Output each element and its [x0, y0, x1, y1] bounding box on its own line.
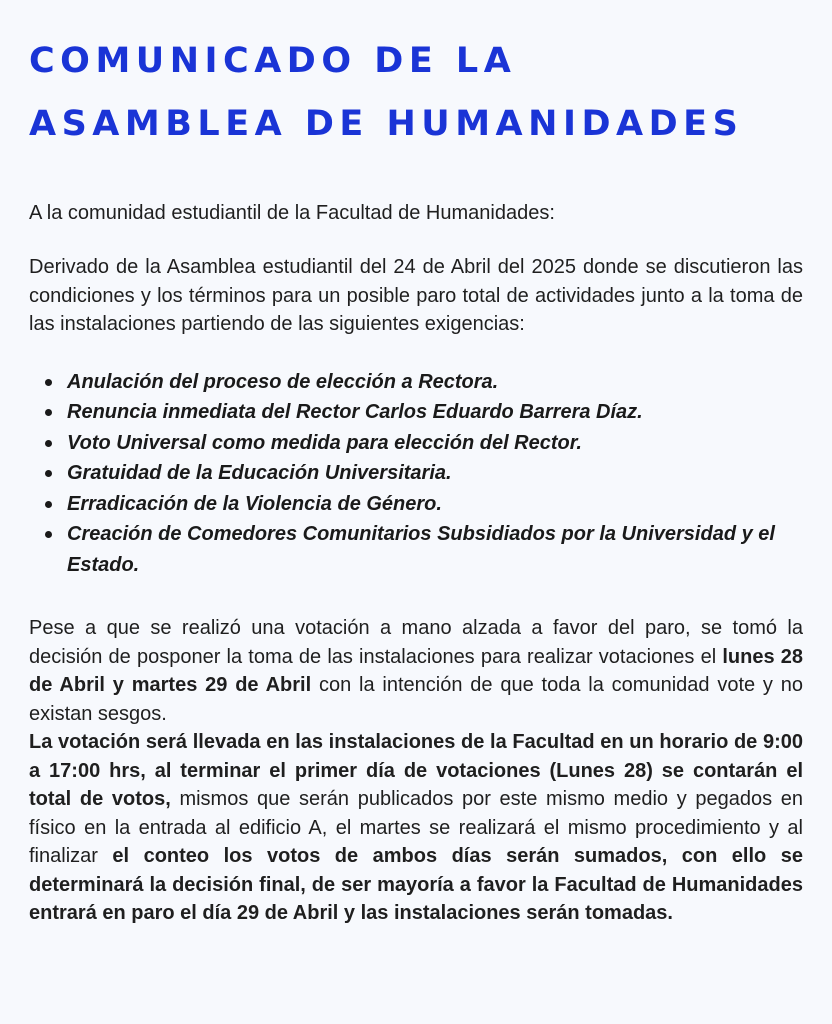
title-line-1: COMUNICADO DE LA — [29, 41, 517, 81]
voting-dates: lunes 28 de Abril y martes 29 de Abril — [29, 645, 803, 696]
procedure-text: mismos que serán publicados por este mismo medio y pegados en físico en la entrada al edificio A, el martes se realizará el mismo procedimiento y al finalizar — [29, 788, 803, 867]
demand-text: Erradicación de la Violencia de Género. — [67, 492, 442, 515]
bullet-icon — [45, 470, 52, 477]
list-item — [45, 428, 803, 459]
page-title — [29, 30, 803, 156]
title-line-2: ASAMBLEA DE HUMANIDADES — [29, 104, 744, 144]
list-item — [45, 367, 803, 398]
demand-text: Voto Universal como medida para elección del Rector. — [67, 431, 582, 454]
demand-text: Creación de Comedores Comunitarios Subsidiados por la Universidad y el Estado. — [67, 523, 775, 576]
bullet-icon — [45, 531, 52, 538]
intro-paragraph: Derivado de la Asamblea estudiantil del 24 de Abril del 2025 donde se discutieron las condiciones y los términos para un posible paro total de actividades junto a la toma de las instalaciones partiendo de las siguientes exigencias: — [29, 256, 803, 335]
demand-text: Gratuidad de la Educación Universitaria. — [67, 462, 452, 484]
list-item — [45, 458, 803, 489]
voting-text-1: Pese a que se realizó una votación a mano alzada a favor del paro, se tomó la decisión de posponer la toma de las instalaciones para realizar votaciones el — [29, 617, 803, 668]
procedure-bold-2: el conteo los votos de ambos días serán sumados, con ello se determinará la decisión final, de ser mayoría a favor la Facultad de Humanidades entrará en paro el día 29 de Abril y las instalaciones serán tomadas. — [29, 845, 803, 924]
demand-text: Renuncia inmediata del Rector Carlos Eduardo Barrera Díaz. — [67, 401, 643, 423]
list-item — [45, 397, 803, 428]
procedure-paragraph — [29, 728, 803, 928]
bullet-icon — [45, 440, 52, 447]
bullet-icon — [45, 409, 52, 416]
bullet-icon — [45, 501, 52, 508]
salutation: A la comunidad estudiantil de la Facultad de Humanidades: — [29, 202, 555, 224]
bullet-icon — [45, 379, 52, 386]
voting-text-2: con la intención de que toda la comunidad vote y no existan sesgos. — [29, 674, 803, 725]
demands-list — [29, 367, 803, 581]
demand-text: Anulación del proceso de elección a Rectora. — [67, 370, 499, 393]
list-item — [45, 489, 803, 520]
voting-paragraph — [29, 614, 803, 728]
list-item — [45, 519, 803, 580]
procedure-bold-1: La votación será llevada en las instalaciones de la Facultad en un horario de 9:00 a 17:00 hrs, al terminar el primer día de votaciones (Lunes 28) se contarán el total de votos, — [29, 731, 803, 810]
